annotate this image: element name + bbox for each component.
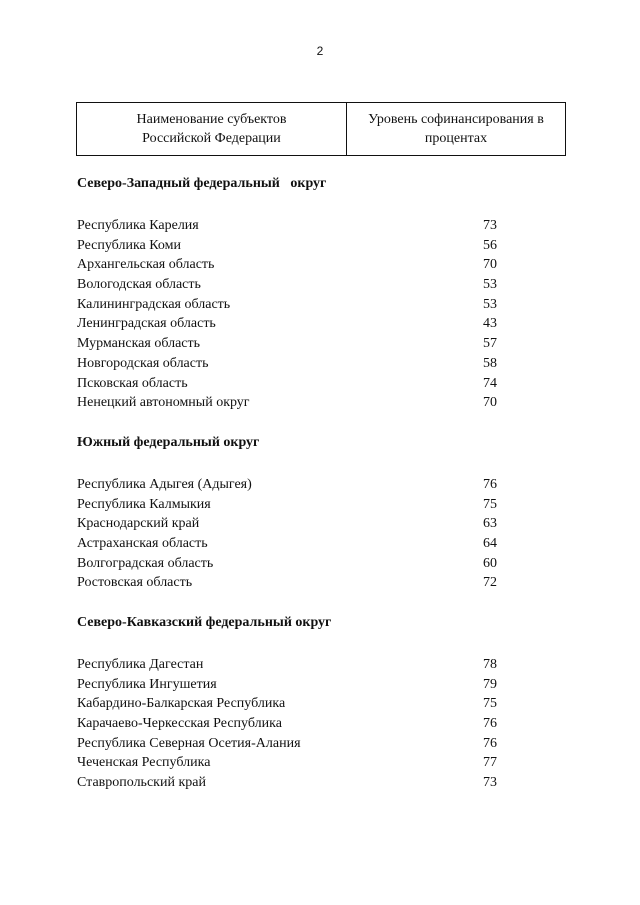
table-row: [77, 714, 497, 734]
cofinancing-value: 77: [483, 755, 497, 771]
cofinancing-value: 76: [483, 476, 497, 492]
cofinancing-value: 43: [483, 316, 497, 332]
section-southern-district: [77, 433, 497, 593]
region-name: Волгоградская область: [77, 555, 214, 571]
region-name: Новгородская область: [77, 355, 209, 371]
cofinancing-value: 60: [483, 555, 497, 571]
section-northwest-district: [77, 174, 497, 413]
table-row: [77, 655, 497, 675]
table-row: [77, 734, 497, 754]
cofinancing-value: 70: [483, 395, 497, 411]
region-name: Ненецкий автономный округ: [77, 395, 250, 411]
table-row: [77, 334, 497, 354]
table-row: [77, 236, 497, 256]
section-title: Северо-Кавказский федеральный округ: [77, 615, 332, 630]
header-cofinancing-level-label: Уровень софинансирования в процентах: [368, 112, 544, 146]
cofinancing-value: 76: [483, 716, 497, 732]
cofinancing-value: 73: [483, 218, 497, 233]
cofinancing-value: 72: [483, 575, 497, 591]
region-name: Республика Калмыкия: [77, 496, 211, 512]
table-row: [77, 475, 497, 495]
region-name: Республика Ингушетия: [77, 676, 217, 692]
region-name: Ростовская область: [77, 575, 193, 591]
table-row: [77, 694, 497, 714]
region-name: Краснодарский край: [77, 516, 200, 532]
table-header: [76, 102, 566, 156]
region-name: Чеченская Республика: [77, 755, 211, 771]
cofinancing-value: 74: [483, 375, 497, 391]
table-row: [77, 514, 497, 534]
cofinancing-value: 53: [483, 296, 497, 312]
region-name: Республика Адыгея (Адыгея): [77, 476, 252, 492]
page-number: 2: [316, 44, 324, 58]
table-row: [77, 573, 497, 593]
region-name: Астраханская область: [77, 535, 208, 551]
region-name: Архангельская область: [77, 257, 215, 273]
cofinancing-value: 75: [483, 696, 497, 712]
table-row: [77, 393, 497, 413]
region-name: Республика Карелия: [77, 218, 199, 233]
cofinancing-value: 78: [483, 657, 497, 672]
cofinancing-value: 58: [483, 355, 497, 371]
cofinancing-value: 56: [483, 237, 497, 253]
table-row: [77, 773, 497, 793]
table-row: [77, 554, 497, 574]
region-name: Кабардино-Балкарская Республика: [77, 696, 286, 712]
region-name: Республика Дагестан: [77, 657, 204, 672]
header-cell-subject-name: [77, 103, 347, 155]
section-title: Южный федеральный округ: [77, 434, 260, 450]
region-name: Республика Северная Осетия-Алания: [77, 735, 301, 751]
region-name: Ленинградская область: [77, 316, 216, 332]
table-row: [77, 295, 497, 315]
cofinancing-value: 79: [483, 676, 497, 692]
cofinancing-value: 70: [483, 257, 497, 273]
table-row: [77, 314, 497, 334]
region-name: Псковская область: [77, 375, 188, 391]
section-title: Северо-Западный федеральный округ: [77, 176, 327, 191]
document-body: [77, 170, 497, 793]
region-name: Ставропольский край: [77, 775, 206, 791]
cofinancing-value: 64: [483, 535, 497, 551]
cofinancing-value: 73: [483, 775, 497, 791]
table-row: [77, 354, 497, 374]
region-name: Мурманская область: [77, 336, 201, 352]
table-row: [77, 255, 497, 275]
cofinancing-value: 57: [483, 336, 497, 352]
cofinancing-value: 76: [483, 735, 497, 751]
table-row: [77, 753, 497, 773]
region-name: Вологодская область: [77, 277, 201, 293]
header-cell-cofinancing-level: [347, 103, 565, 155]
table-row: [77, 675, 497, 695]
cofinancing-value: 63: [483, 516, 497, 532]
table-row: [77, 275, 497, 295]
section-north-caucasus-district: [77, 613, 497, 793]
table-row: [77, 495, 497, 515]
region-name: Республика Коми: [77, 237, 181, 253]
cofinancing-value: 75: [483, 496, 497, 512]
header-subject-name-label: Наименование субъектов Российской Федерации: [136, 112, 287, 146]
region-name: Карачаево-Черкесская Республика: [77, 716, 282, 732]
table-row: [77, 216, 497, 236]
table-row: [77, 374, 497, 394]
cofinancing-value: 53: [483, 277, 497, 293]
table-row: [77, 534, 497, 554]
region-name: Калининградская область: [77, 296, 231, 312]
